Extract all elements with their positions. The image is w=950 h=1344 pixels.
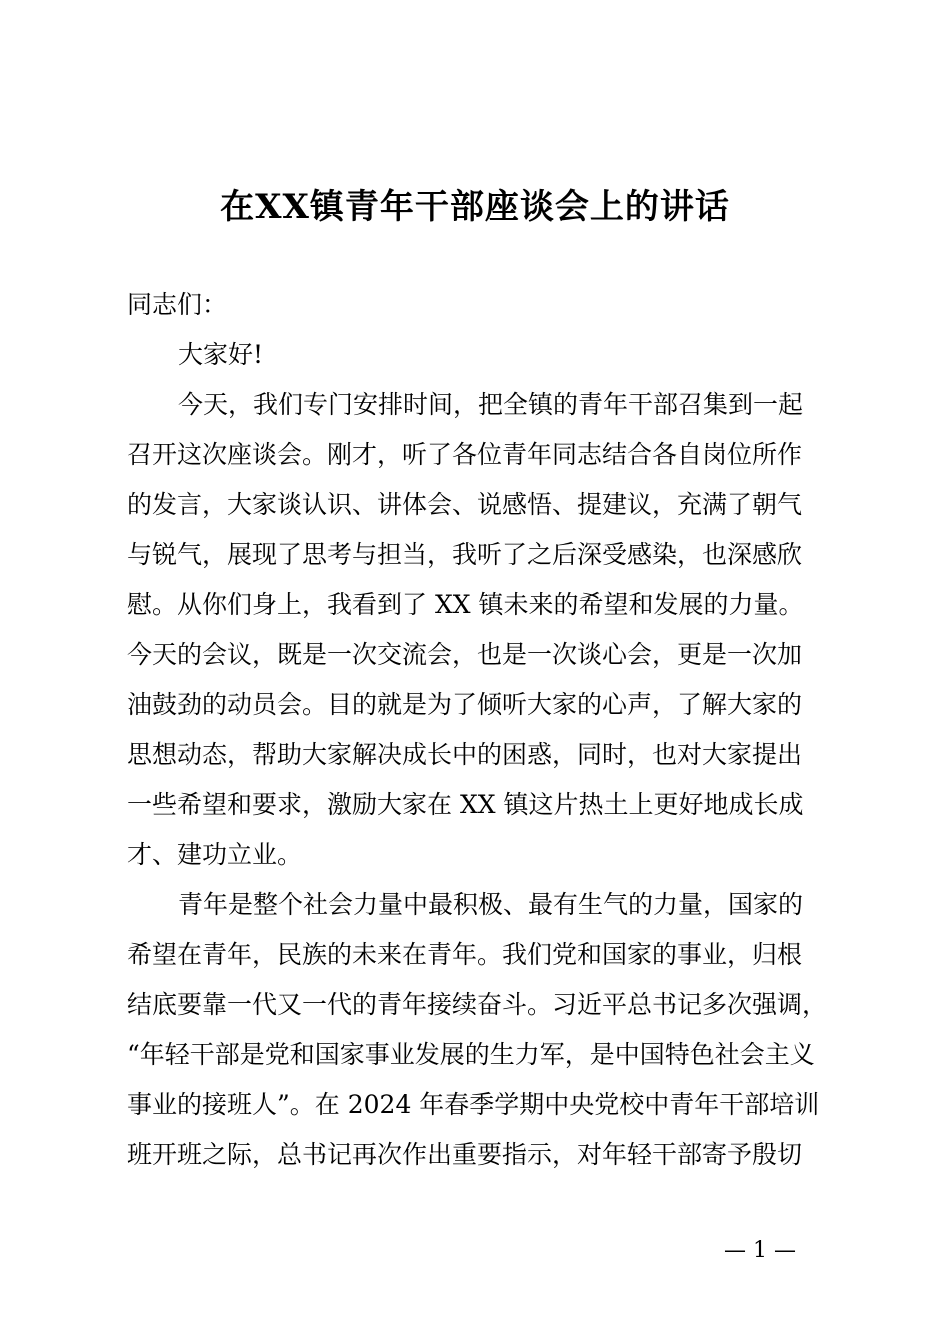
text-line: 的发言，大家谈认识、讲体会、说感悟、提建议，充满了朝气: [127, 490, 803, 519]
salutation: 同志们：: [127, 290, 228, 319]
text-line: 召开这次座谈会。刚才，听了各位青年同志结合各自岗位所作: [127, 440, 803, 469]
text-line: 事业的接班人”。在 2024 年春季学期中央党校中青年干部培训: [127, 1090, 820, 1119]
text-line: 结底要靠一代又一代的青年接续奋斗。习近平总书记多次强调，: [127, 990, 828, 1019]
text-line: 与锐气，展现了思考与担当，我听了之后深受感染，也深感欣: [127, 540, 803, 569]
page-number: — 1 —: [724, 1238, 796, 1263]
document-body: [127, 280, 867, 1180]
text-line: 一些希望和要求，激励大家在 XX 镇这片热土上更好地成长成: [127, 790, 804, 819]
text-line: 希望在青年，民族的未来在青年。我们党和国家的事业，归根: [127, 940, 803, 969]
text-line: 才、建功立业。: [127, 840, 303, 869]
text-line: 思想动态，帮助大家解决成长中的困惑，同时，也对大家提出: [127, 740, 803, 769]
text-line: “年轻干部是党和国家事业发展的生力军，是中国特色社会主义: [127, 1040, 815, 1069]
text-line: 今天的会议，既是一次交流会，也是一次谈心会，更是一次加: [127, 640, 803, 669]
paragraph-1: [127, 380, 867, 880]
document-title: 在XX镇青年干部座谈会上的讲话: [220, 187, 730, 227]
text-line: 班开班之际，总书记再次作出重要指示，对年轻干部寄予殷切: [127, 1140, 803, 1169]
text-line: 慰。从你们身上，我看到了 XX 镇未来的希望和发展的力量。: [127, 590, 804, 619]
text-line: 油鼓劲的动员会。目的就是为了倾听大家的心声，了解大家的: [127, 690, 803, 719]
text-line: 青年是整个社会力量中最积极、最有生气的力量，国家的: [178, 890, 804, 919]
paragraph-2: [127, 880, 867, 1180]
text-line: 今天，我们专门安排时间，把全镇的青年干部召集到一起: [178, 390, 804, 419]
greeting: 大家好!: [178, 340, 264, 369]
